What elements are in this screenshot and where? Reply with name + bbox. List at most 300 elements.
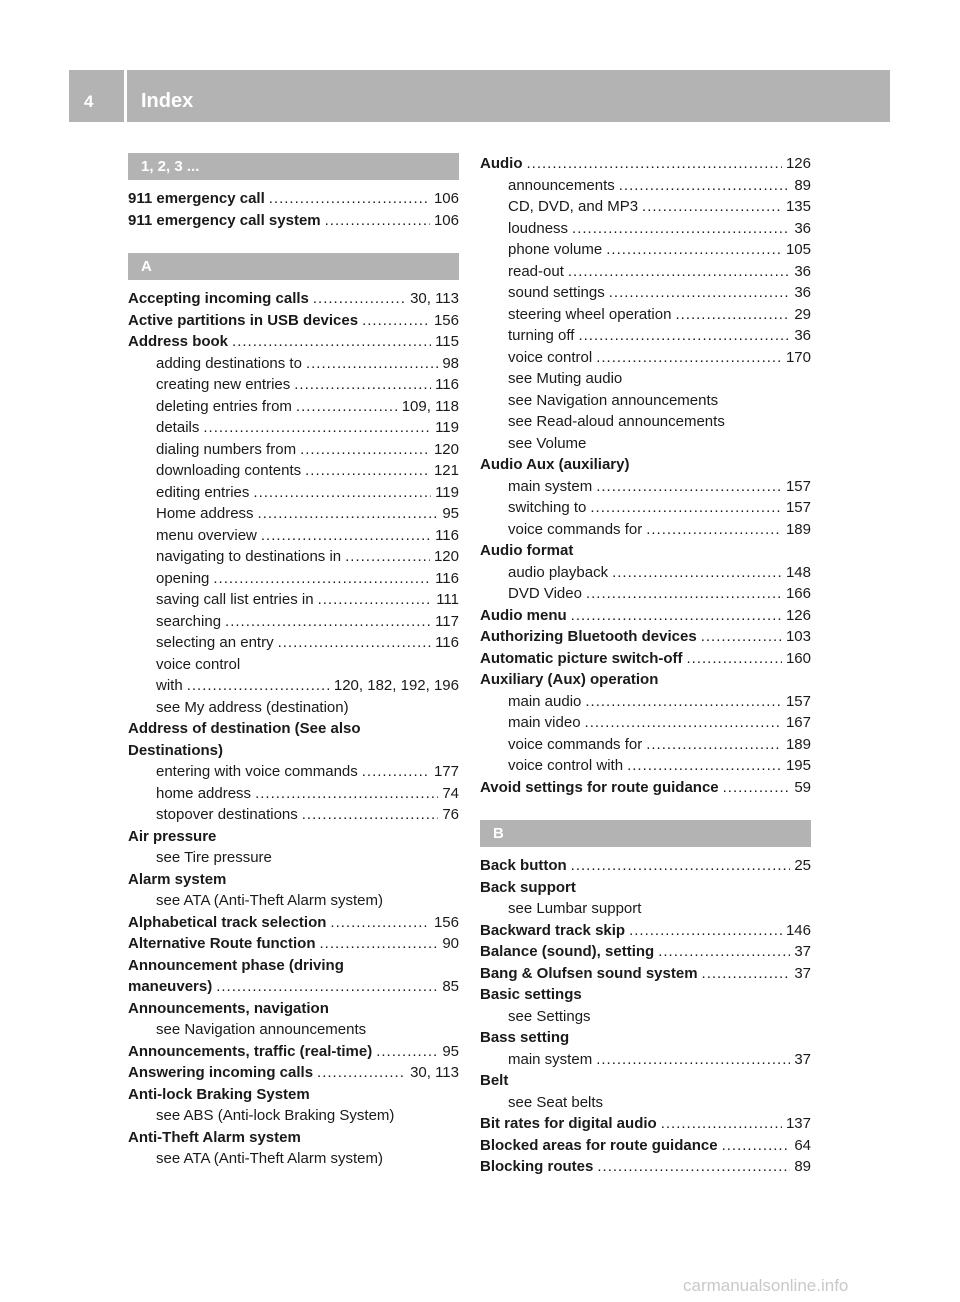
entry-text: Alarm system [128, 870, 227, 888]
page-reference: 36 [794, 284, 811, 301]
entry-text: menu overview [156, 526, 257, 544]
page-reference: 146 [785, 921, 811, 939]
page-reference: 148 [785, 563, 811, 581]
index-entry [128, 288, 459, 310]
page-reference: 116 [435, 634, 459, 651]
index-entry [128, 331, 459, 353]
dot-leader [527, 153, 782, 175]
dot-leader [619, 175, 791, 197]
page-reference: 36 [794, 219, 811, 237]
entry-text: Blocking routes [480, 1158, 594, 1175]
index-entry [128, 310, 459, 332]
dot-leader [701, 626, 782, 648]
entry-text: Alphabetical track selection [128, 913, 327, 931]
index-subentry [480, 390, 811, 412]
page-reference: 36 [794, 262, 811, 280]
entry-text: Announcements, traffic (real-time) [128, 1042, 373, 1060]
page-reference: 37 [794, 964, 811, 982]
index-entry [480, 877, 811, 899]
dot-leader [362, 761, 430, 783]
page-reference: 36 [794, 327, 811, 344]
index-entry [480, 963, 811, 985]
entry-text: Blocked areas for route guidance [480, 1136, 718, 1154]
dot-leader [658, 941, 790, 963]
page-reference: 95 [442, 1042, 459, 1060]
dot-leader [225, 611, 431, 633]
page-reference: 119 [435, 419, 459, 436]
entry-text: phone volume [508, 241, 603, 258]
entry-text: entering with voice commands [156, 763, 358, 780]
index-entry [128, 1084, 459, 1106]
page-reference: 157 [785, 499, 811, 516]
dot-leader [362, 310, 430, 332]
dot-leader [585, 712, 782, 734]
entry-text: main system [508, 477, 593, 495]
index-subentry [128, 654, 459, 676]
entry-text: home address [156, 784, 252, 802]
section-header-a: A [128, 253, 459, 280]
page-reference: 30, 113 [410, 290, 459, 307]
page-reference: 135 [785, 198, 811, 215]
page-reference: 25 [794, 857, 811, 874]
entry-text: Avoid settings for route guidance [480, 778, 719, 796]
entry-text: see Settings [508, 1007, 591, 1025]
index-subentry [128, 847, 459, 869]
index-subentry [480, 1006, 811, 1028]
index-subentry [480, 562, 811, 584]
entry-text: see ATA (Anti-Theft Alarm system) [156, 1150, 384, 1167]
page-reference: 76 [442, 806, 459, 823]
page-reference: 189 [785, 520, 811, 538]
page-reference: 90 [442, 935, 459, 952]
index-entry [128, 869, 459, 891]
page-reference: 116 [435, 526, 459, 544]
index-subentry [480, 239, 811, 261]
page-reference: 116 [435, 569, 459, 587]
index-subentry [480, 282, 811, 304]
entry-text: 911 emergency call [128, 190, 265, 207]
index-entry [128, 210, 459, 232]
page-reference: 30, 113 [410, 1064, 459, 1081]
page-number: 4 [84, 92, 94, 111]
dot-leader [302, 804, 439, 826]
entry-text: details [156, 419, 200, 436]
index-entry [128, 740, 459, 762]
index-subentry [128, 1019, 459, 1041]
entry-text: Audio format [480, 542, 574, 559]
entry-text: loudness [508, 219, 569, 237]
entry-text: see Volume [508, 434, 587, 452]
index-subentry [128, 396, 459, 418]
entry-text: downloading contents [156, 462, 302, 479]
page-reference: 116 [435, 376, 459, 393]
entry-text: Announcement phase (driving [128, 956, 344, 974]
dot-leader [627, 755, 782, 777]
index-entry [128, 718, 459, 740]
page-reference: 98 [442, 354, 459, 372]
dot-leader [278, 632, 432, 654]
entry-text: Answering incoming calls [128, 1064, 314, 1081]
page-reference: 119 [435, 483, 459, 501]
dot-leader [586, 583, 782, 605]
index-entry [128, 188, 459, 210]
page-reference: 121 [433, 462, 459, 479]
index-subentry [128, 439, 459, 461]
page-reference: 59 [794, 778, 811, 796]
dot-leader [596, 476, 782, 498]
index-entry [128, 955, 459, 977]
page-reference: 95 [442, 505, 459, 522]
entry-text: steering wheel operation [508, 305, 672, 323]
index-subentry [128, 1148, 459, 1170]
entry-text: dialing numbers from [156, 440, 297, 458]
index-entry [480, 454, 811, 476]
entry-text: Back button [480, 857, 567, 874]
entry-text: CD, DVD, and MP3 [508, 198, 639, 215]
index-subentry [480, 583, 811, 605]
index-subentry [128, 417, 459, 439]
index-entry [480, 626, 811, 648]
dot-leader [300, 439, 430, 461]
index-entry [480, 1113, 811, 1135]
entry-text: Authorizing Bluetooth devices [480, 628, 697, 645]
index-subentry [480, 261, 811, 283]
watermark: carmanualsonline.info [683, 1276, 849, 1295]
dot-leader [661, 1113, 782, 1135]
dot-leader [306, 353, 438, 375]
dot-leader [294, 374, 431, 396]
index-subentry [480, 1092, 811, 1114]
entry-text: Bang & Olufsen sound system [480, 964, 698, 982]
entry-text: voice commands for [508, 520, 643, 538]
section-header-1-2-3: 1, 2, 3 ... [128, 153, 459, 180]
entry-text: adding destinations to [156, 354, 302, 372]
entry-text: Active partitions in USB devices [128, 311, 359, 329]
entry-text: voice commands for [508, 735, 643, 753]
dot-leader [590, 497, 782, 519]
index-subentry [480, 196, 811, 218]
entry-text: see ABS (Anti-lock Braking System) [156, 1107, 395, 1124]
entry-text: navigating to destinations in [156, 548, 342, 565]
dot-leader [609, 282, 791, 304]
section-gap [480, 798, 811, 820]
entry-text: Address of destination (See also [128, 720, 361, 737]
entry-text: turning off [508, 327, 575, 344]
dot-leader [296, 396, 398, 418]
dot-leader [269, 188, 430, 210]
index-entry [128, 1041, 459, 1063]
dot-leader [596, 347, 782, 369]
index-subentry [128, 589, 459, 611]
dot-leader [642, 196, 782, 218]
entry-text: Announcements, navigation [128, 999, 329, 1017]
entry-text: see ATA (Anti-Theft Alarm system) [156, 892, 384, 909]
index-subentry [480, 175, 811, 197]
dot-leader [232, 331, 431, 353]
entry-text: Basic settings [480, 986, 582, 1003]
dot-leader [305, 460, 430, 482]
entry-text: voice control [508, 348, 593, 366]
index-subentry [480, 218, 811, 240]
entry-text: opening [156, 569, 210, 587]
page-reference: 106 [433, 190, 459, 207]
dot-leader [216, 976, 438, 998]
index-subentry [128, 804, 459, 826]
dot-leader [313, 288, 406, 310]
index-entry [128, 1062, 459, 1084]
entry-text: maneuvers) [128, 978, 213, 995]
index-subentry [480, 712, 811, 734]
index-subentry [128, 525, 459, 547]
entry-text: Backward track skip [480, 921, 626, 939]
entry-text: editing entries [156, 483, 250, 501]
dot-leader [317, 1062, 406, 1084]
dot-leader [687, 648, 782, 670]
dot-leader [675, 304, 790, 326]
dot-leader [187, 675, 330, 697]
dot-leader [646, 519, 782, 541]
entry-text: see My address (destination) [156, 698, 349, 716]
index-subentry [480, 691, 811, 713]
dot-leader [571, 605, 782, 627]
index-subentry [128, 611, 459, 633]
index-subentry [480, 734, 811, 756]
page-reference: 109, 118 [401, 397, 459, 415]
entry-text: see Tire pressure [156, 849, 272, 866]
dot-leader [578, 325, 790, 347]
index-subentry [480, 433, 811, 455]
index-entry [480, 1027, 811, 1049]
entry-text: sound settings [508, 284, 605, 301]
entry-text: read-out [508, 262, 564, 280]
index-entry [128, 826, 459, 848]
index-subentry [480, 476, 811, 498]
entry-text: Accepting incoming calls [128, 290, 309, 307]
index-subentry [480, 519, 811, 541]
dot-leader [571, 855, 791, 877]
entry-text: 911 emergency call system [128, 211, 321, 229]
index-subentry [480, 411, 811, 433]
page-reference: 111 [436, 591, 459, 608]
entry-text: selecting an entry [156, 634, 274, 651]
page-reference: 126 [785, 606, 811, 624]
entry-text: main video [508, 714, 581, 731]
dot-leader [597, 1156, 790, 1178]
index-entry [480, 777, 811, 799]
page-reference: 85 [442, 978, 459, 995]
page-reference: 189 [785, 735, 811, 753]
index-subentry [128, 503, 459, 525]
entry-text: Address book [128, 333, 229, 350]
entry-text: searching [156, 612, 222, 630]
page-reference: 156 [433, 913, 459, 931]
index-subentry [480, 755, 811, 777]
dot-leader [253, 482, 431, 504]
index-subentry [128, 697, 459, 719]
dot-leader [629, 920, 782, 942]
page-reference: 89 [794, 176, 811, 194]
entry-text: Audio Aux (auxiliary) [480, 456, 630, 473]
dot-leader [320, 933, 439, 955]
dot-leader [345, 546, 430, 568]
index-entry [480, 1135, 811, 1157]
index-entry [480, 648, 811, 670]
dot-leader [255, 783, 438, 805]
entry-text: switching to [508, 499, 587, 516]
page-reference: 120, 182, 192, 196 [333, 677, 459, 694]
index-entry [128, 998, 459, 1020]
page-reference: 156 [433, 311, 459, 329]
entry-text: see Navigation announcements [156, 1021, 367, 1038]
page-reference: 120 [433, 440, 459, 458]
header-divider [124, 70, 127, 122]
index-entry [480, 153, 811, 175]
entry-text: DVD Video [508, 585, 582, 602]
page-reference: 105 [785, 241, 811, 258]
dot-leader [568, 261, 790, 283]
index-subentry [128, 783, 459, 805]
page-reference: 157 [785, 692, 811, 710]
entry-text: Audio menu [480, 606, 567, 624]
entry-text: see Read-aloud announcements [508, 413, 725, 430]
index-subentry [128, 374, 459, 396]
entry-text: Automatic picture switch-off [480, 649, 683, 667]
entry-text: Auxiliary (Aux) operation [480, 671, 659, 688]
index-subentry [480, 304, 811, 326]
entry-text: main system [508, 1050, 593, 1068]
index-entry [128, 933, 459, 955]
index-subentry [128, 353, 459, 375]
page-reference: 117 [435, 612, 459, 630]
dot-leader [376, 1041, 438, 1063]
index-entry [480, 1156, 811, 1178]
dot-leader [330, 912, 430, 934]
page-reference: 106 [433, 211, 459, 229]
index-entry [480, 1070, 811, 1092]
entry-text: see Muting audio [508, 370, 623, 387]
index-entry [480, 669, 811, 691]
entry-text: announcements [508, 176, 615, 194]
index-subentry [128, 546, 459, 568]
index-subentry [480, 898, 811, 920]
entry-text: with [156, 677, 183, 694]
entry-text: stopover destinations [156, 806, 298, 823]
index-subentry [480, 368, 811, 390]
dot-leader [572, 218, 790, 240]
entry-text: Destinations) [128, 741, 224, 759]
dot-leader [203, 417, 431, 439]
index-column-left [128, 153, 459, 1170]
entry-text: audio playback [508, 563, 609, 581]
dot-leader [213, 568, 431, 590]
page-reference: 115 [435, 333, 459, 350]
page-reference: 177 [433, 763, 459, 780]
index-subentry [128, 761, 459, 783]
index-subentry [480, 347, 811, 369]
entry-text: Anti-lock Braking System [128, 1085, 310, 1103]
dot-leader [722, 1135, 791, 1157]
index-subentry [480, 497, 811, 519]
dot-leader [325, 210, 430, 232]
page-reference: 160 [785, 649, 811, 667]
page-reference: 167 [785, 714, 811, 731]
index-subentry [128, 675, 459, 697]
section-gap [128, 231, 459, 253]
index-entry [128, 1127, 459, 1149]
index-entry [480, 605, 811, 627]
index-entry [480, 540, 811, 562]
index-entry [128, 976, 459, 998]
index-subentry [128, 460, 459, 482]
page-reference: 195 [785, 757, 811, 774]
index-subentry [128, 1105, 459, 1127]
entry-text: Anti-Theft Alarm system [128, 1128, 301, 1146]
entry-text: creating new entries [156, 376, 291, 393]
section-header-b: B [480, 820, 811, 847]
index-subentry [128, 890, 459, 912]
index-column-right [480, 153, 811, 1178]
index-subentry [480, 325, 811, 347]
index-entry [480, 855, 811, 877]
index-subentry [128, 568, 459, 590]
dot-leader [585, 691, 782, 713]
page-reference: 37 [794, 1050, 811, 1068]
entry-text: Audio [480, 155, 523, 172]
page-reference: 166 [785, 585, 811, 602]
page-reference: 103 [785, 628, 811, 645]
dot-leader [606, 239, 782, 261]
entry-text: voice control [156, 655, 241, 673]
entry-text: Back support [480, 878, 576, 896]
page-reference: 137 [785, 1115, 811, 1132]
entry-text: saving call list entries in [156, 591, 314, 608]
page-reference: 157 [785, 477, 811, 495]
index-entry [480, 920, 811, 942]
dot-leader [646, 734, 782, 756]
page-title: Index [141, 90, 194, 112]
page-reference: 37 [794, 943, 811, 960]
dot-leader [318, 589, 433, 611]
page-reference: 64 [794, 1136, 811, 1154]
dot-leader [702, 963, 791, 985]
entry-text: deleting entries from [156, 397, 292, 415]
entry-text: voice control with [508, 757, 624, 774]
entry-text: Belt [480, 1072, 509, 1089]
entry-text: see Lumbar support [508, 900, 642, 917]
entry-text: Air pressure [128, 827, 217, 845]
dot-leader [261, 525, 431, 547]
page-reference: 170 [785, 348, 811, 366]
dot-leader [596, 1049, 790, 1071]
index-entry [128, 912, 459, 934]
entry-text: see Navigation announcements [508, 391, 719, 409]
entry-text: Bass setting [480, 1029, 570, 1046]
entry-text: Home address [156, 505, 254, 522]
entry-text: main audio [508, 692, 582, 710]
page-reference: 89 [794, 1158, 811, 1175]
index-subentry [128, 632, 459, 654]
page-reference: 120 [433, 548, 459, 565]
entry-text: Bit rates for digital audio [480, 1115, 657, 1132]
index-subentry [128, 482, 459, 504]
page-reference: 74 [442, 784, 459, 802]
page-reference: 29 [794, 305, 811, 323]
entry-text: see Seat belts [508, 1093, 604, 1111]
dot-leader [258, 503, 439, 525]
dot-leader [723, 777, 791, 799]
index-entry [480, 984, 811, 1006]
dot-leader [612, 562, 782, 584]
